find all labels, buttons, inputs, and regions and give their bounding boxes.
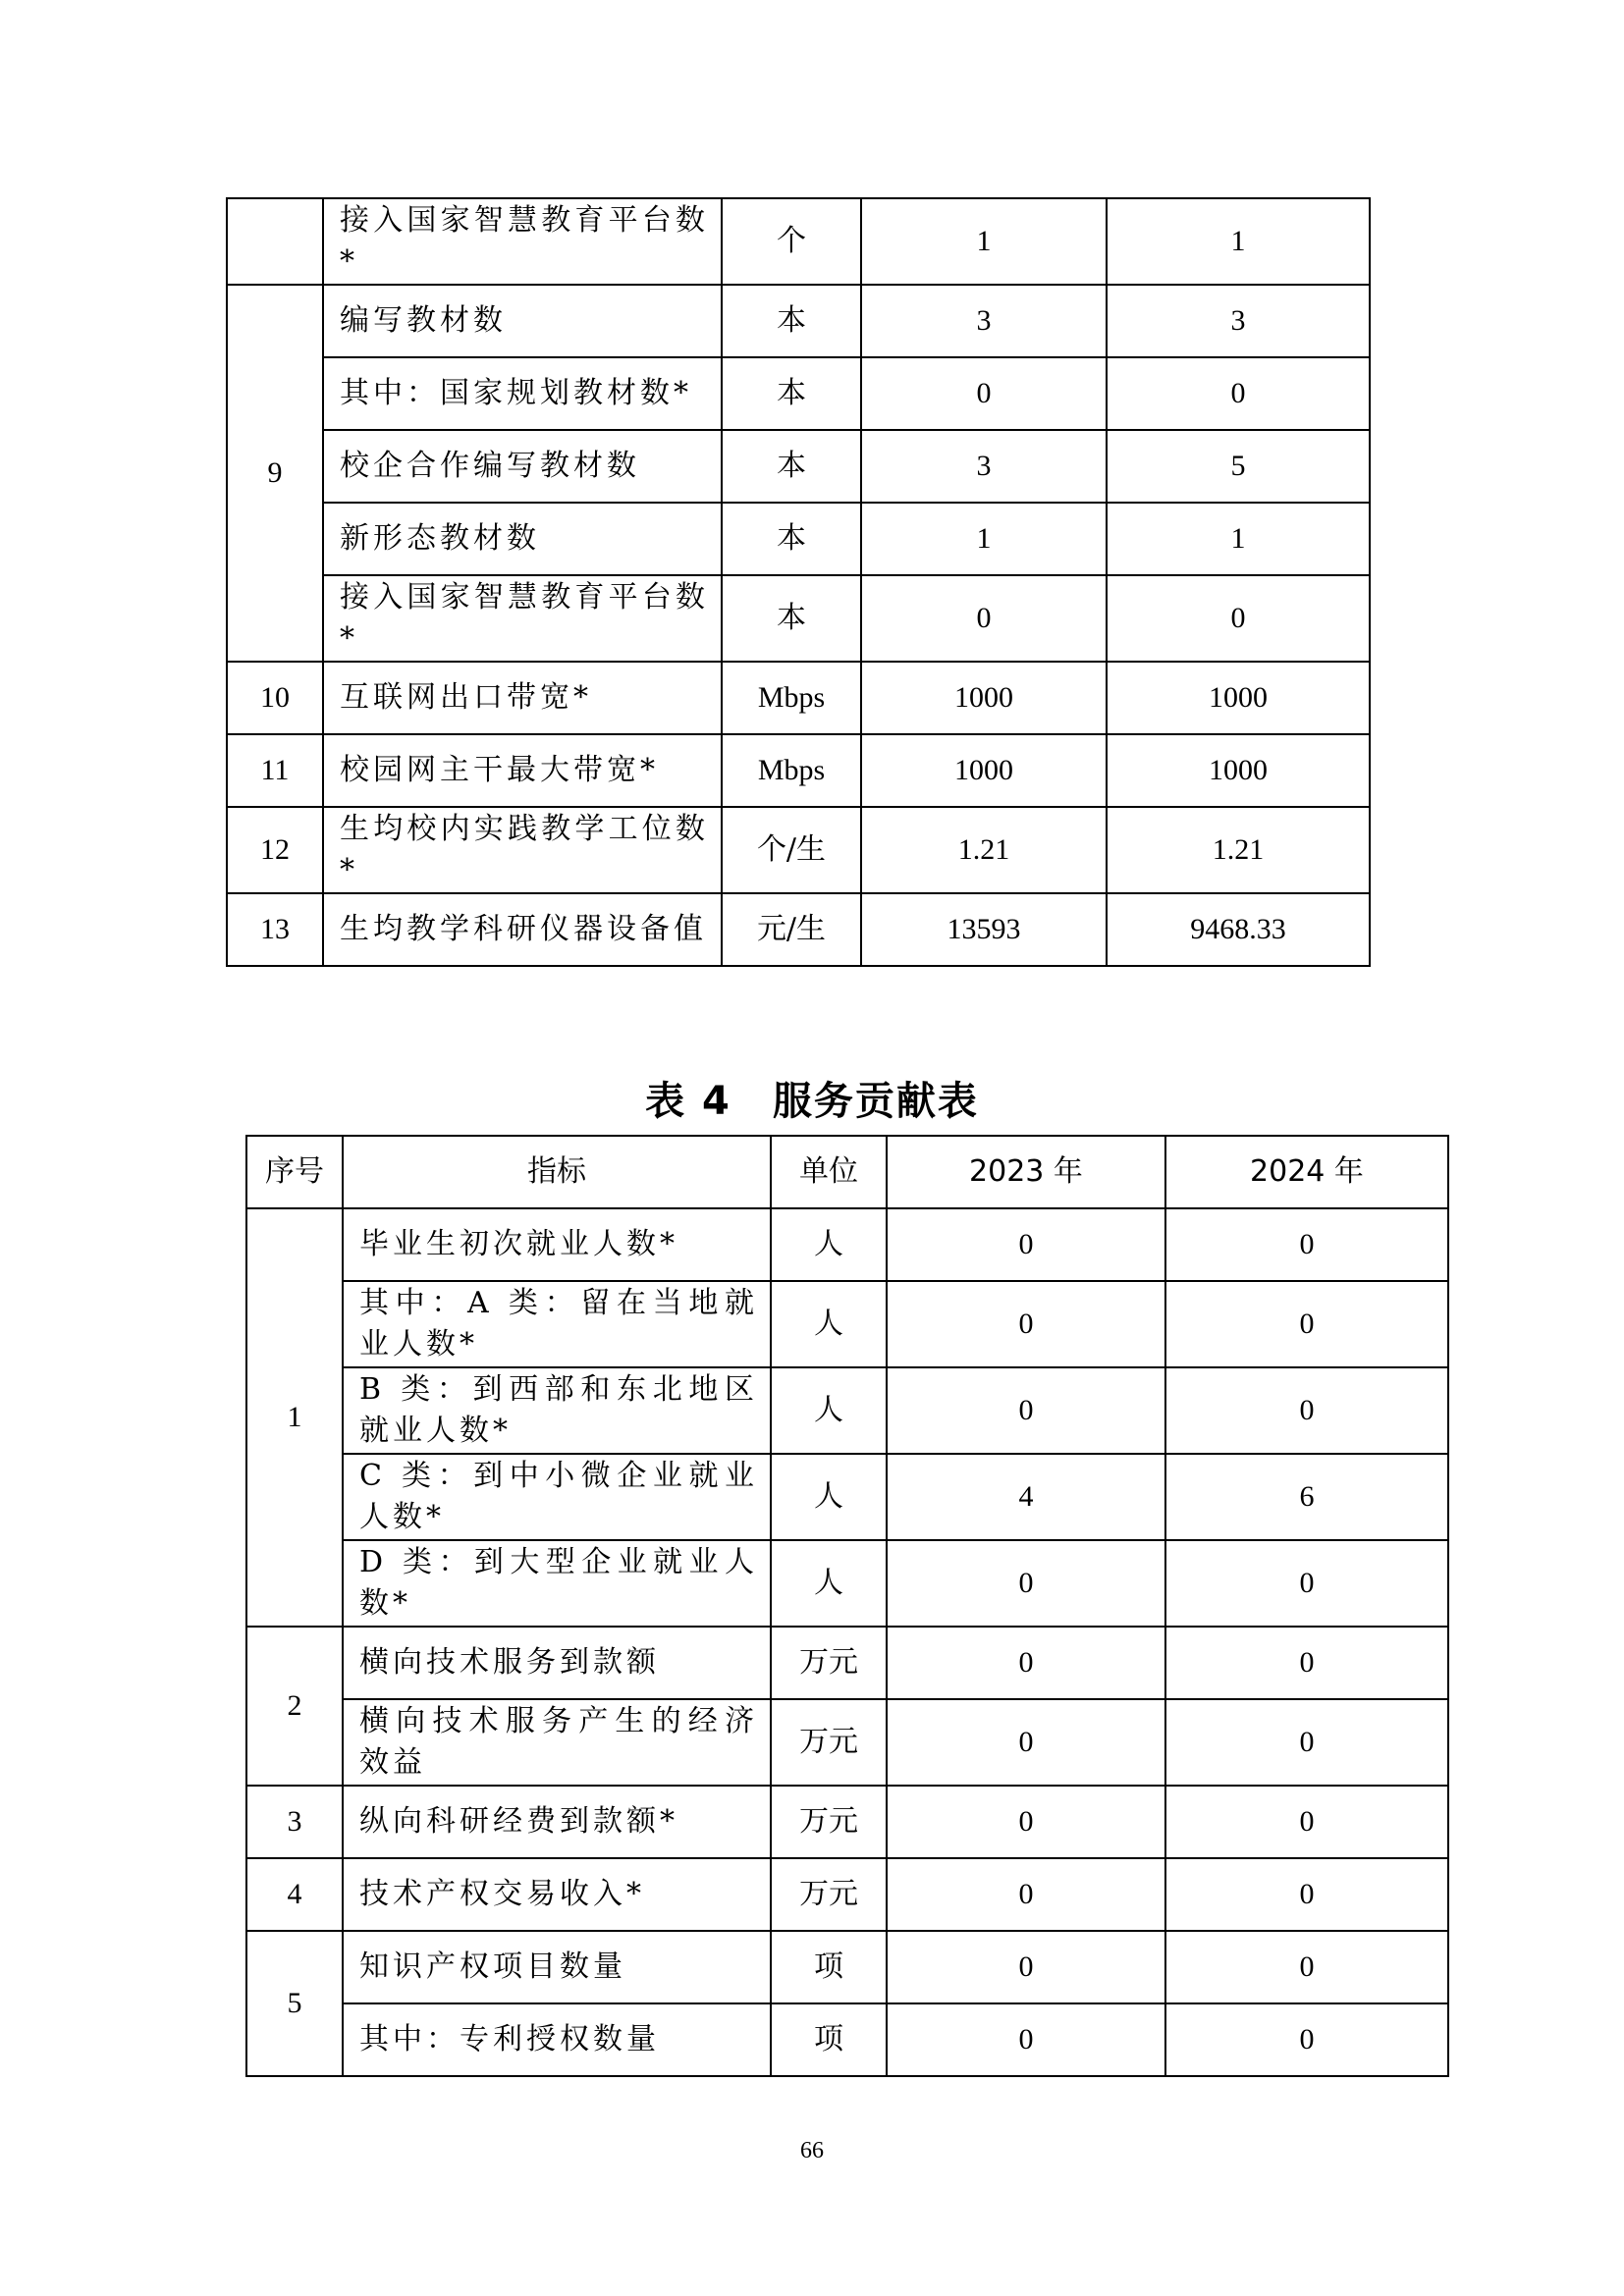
unit-cell: 万元 — [771, 1627, 887, 1699]
unit-cell: 本 — [722, 357, 861, 430]
table-row — [227, 575, 1370, 662]
table-row — [227, 198, 1370, 285]
table-title: 表 4 服务贡献表 — [645, 1079, 979, 1124]
table-row — [246, 1367, 1448, 1454]
value-2023-cell: 0 — [887, 1858, 1165, 1931]
table-header-row — [246, 1136, 1448, 1208]
unit-cell: 本 — [722, 503, 861, 575]
value-2024-cell: 1 — [1107, 198, 1370, 285]
table-row — [227, 430, 1370, 503]
unit-cell: 元/生 — [722, 893, 861, 966]
header-2023: 2023 年 — [887, 1136, 1165, 1208]
value-2024-cell: 1.21 — [1107, 807, 1370, 893]
value-2023-cell: 1 — [861, 198, 1107, 285]
value-2023-cell: 0 — [887, 1367, 1165, 1454]
unit-cell: 项 — [771, 1931, 887, 2003]
table-row — [246, 1786, 1448, 1858]
value-2024-cell: 0 — [1107, 357, 1370, 430]
value-2024-cell: 6 — [1165, 1454, 1448, 1540]
value-2024-cell: 0 — [1107, 575, 1370, 662]
unit-cell: 人 — [771, 1367, 887, 1454]
value-2023-cell: 0 — [887, 1931, 1165, 2003]
unit-cell: 个 — [722, 198, 861, 285]
unit-cell: 人 — [771, 1454, 887, 1540]
indicator-cell: 纵向科研经费到款额* — [343, 1786, 771, 1858]
value-2024-cell: 0 — [1165, 1931, 1448, 2003]
table-row — [227, 807, 1370, 893]
unit-cell: 人 — [771, 1281, 887, 1367]
value-2023-cell: 3 — [861, 285, 1107, 357]
value-2023-cell: 0 — [887, 1208, 1165, 1281]
indicator-cell: 编写教材数 — [323, 285, 722, 357]
value-2024-cell: 0 — [1165, 1699, 1448, 1786]
value-2023-cell: 4 — [887, 1454, 1165, 1540]
page-number: 66 — [800, 2138, 824, 2163]
unit-cell: 本 — [722, 430, 861, 503]
value-2023-cell: 0 — [861, 357, 1107, 430]
indicator-cell: C 类：到中小微企业就业人数* — [343, 1454, 771, 1540]
seq-cell: 3 — [246, 1786, 343, 1858]
value-2023-cell: 0 — [887, 1699, 1165, 1786]
table-row — [227, 357, 1370, 430]
indicator-cell: 横向技术服务产生的经济效益 — [343, 1699, 771, 1786]
indicator-cell: 其中：A 类：留在当地就业人数* — [343, 1281, 771, 1367]
value-2023-cell: 0 — [887, 1281, 1165, 1367]
value-2023-cell: 3 — [861, 430, 1107, 503]
value-2024-cell: 0 — [1165, 1281, 1448, 1367]
indicator-cell: B 类：到西部和东北地区就业人数* — [343, 1367, 771, 1454]
indicator-cell: 生均教学科研仪器设备值 — [323, 893, 722, 966]
value-2023-cell: 0 — [887, 1540, 1165, 1627]
value-2024-cell: 0 — [1165, 1786, 1448, 1858]
value-2023-cell: 0 — [887, 2003, 1165, 2076]
value-2023-cell: 1000 — [861, 734, 1107, 807]
unit-cell: 人 — [771, 1540, 887, 1627]
table-row — [246, 1627, 1448, 1699]
value-2024-cell: 0 — [1165, 2003, 1448, 2076]
indicator-cell: 接入国家智慧教育平台数* — [323, 198, 722, 285]
value-2024-cell: 1000 — [1107, 662, 1370, 734]
value-2024-cell: 3 — [1107, 285, 1370, 357]
indicator-cell: 互联网出口带宽* — [323, 662, 722, 734]
seq-cell: 1 — [246, 1208, 343, 1627]
table-row — [246, 1699, 1448, 1786]
value-2024-cell: 1 — [1107, 503, 1370, 575]
indicator-cell: 生均校内实践教学工位数* — [323, 807, 722, 893]
seq-cell: 5 — [246, 1931, 343, 2076]
unit-cell: Mbps — [722, 662, 861, 734]
value-2024-cell: 0 — [1165, 1858, 1448, 1931]
indicator-cell: 其中：专利授权数量 — [343, 2003, 771, 2076]
unit-cell: 个/生 — [722, 807, 861, 893]
indicator-cell: 横向技术服务到款额 — [343, 1627, 771, 1699]
unit-cell: 万元 — [771, 1858, 887, 1931]
table-row — [227, 503, 1370, 575]
value-2024-cell: 0 — [1165, 1627, 1448, 1699]
seq-cell: 12 — [227, 807, 323, 893]
indicator-cell: D 类：到大型企业就业人数* — [343, 1540, 771, 1627]
service-contribution-table — [245, 1135, 1449, 2077]
unit-cell: 项 — [771, 2003, 887, 2076]
value-2023-cell: 13593 — [861, 893, 1107, 966]
table-row — [246, 1208, 1448, 1281]
value-2023-cell: 0 — [887, 1627, 1165, 1699]
unit-cell: 人 — [771, 1208, 887, 1281]
seq-cell — [227, 198, 323, 285]
seq-cell: 4 — [246, 1858, 343, 1931]
indicator-cell: 毕业生初次就业人数* — [343, 1208, 771, 1281]
unit-cell: Mbps — [722, 734, 861, 807]
value-2024-cell: 1000 — [1107, 734, 1370, 807]
indicator-cell: 其中：国家规划教材数* — [323, 357, 722, 430]
seq-cell: 9 — [227, 285, 323, 662]
table-row — [227, 893, 1370, 966]
unit-cell: 本 — [722, 285, 861, 357]
value-2023-cell: 1 — [861, 503, 1107, 575]
value-2024-cell: 5 — [1107, 430, 1370, 503]
value-2023-cell: 0 — [861, 575, 1107, 662]
seq-cell: 2 — [246, 1627, 343, 1786]
header-2024: 2024 年 — [1165, 1136, 1448, 1208]
header-unit: 单位 — [771, 1136, 887, 1208]
seq-cell: 11 — [227, 734, 323, 807]
table-row — [246, 1931, 1448, 2003]
value-2023-cell: 0 — [887, 1786, 1165, 1858]
table-row — [246, 2003, 1448, 2076]
indicator-cell: 校园网主干最大带宽* — [323, 734, 722, 807]
unit-cell: 万元 — [771, 1786, 887, 1858]
unit-cell: 本 — [722, 575, 861, 662]
table-row — [227, 734, 1370, 807]
facilities-table-continued — [226, 197, 1371, 967]
value-2024-cell: 9468.33 — [1107, 893, 1370, 966]
value-2023-cell: 1000 — [861, 662, 1107, 734]
seq-cell: 10 — [227, 662, 323, 734]
indicator-cell: 技术产权交易收入* — [343, 1858, 771, 1931]
unit-cell: 万元 — [771, 1699, 887, 1786]
value-2024-cell: 0 — [1165, 1540, 1448, 1627]
header-indicator: 指标 — [343, 1136, 771, 1208]
table-row — [227, 662, 1370, 734]
value-2024-cell: 0 — [1165, 1367, 1448, 1454]
table-row — [246, 1454, 1448, 1540]
table-row — [227, 285, 1370, 357]
indicator-cell: 接入国家智慧教育平台数* — [323, 575, 722, 662]
table-row — [246, 1540, 1448, 1627]
table-row — [246, 1281, 1448, 1367]
header-seq: 序号 — [246, 1136, 343, 1208]
table-row — [246, 1858, 1448, 1931]
indicator-cell: 校企合作编写教材数 — [323, 430, 722, 503]
value-2024-cell: 0 — [1165, 1208, 1448, 1281]
value-2023-cell: 1.21 — [861, 807, 1107, 893]
indicator-cell: 新形态教材数 — [323, 503, 722, 575]
indicator-cell: 知识产权项目数量 — [343, 1931, 771, 2003]
seq-cell: 13 — [227, 893, 323, 966]
